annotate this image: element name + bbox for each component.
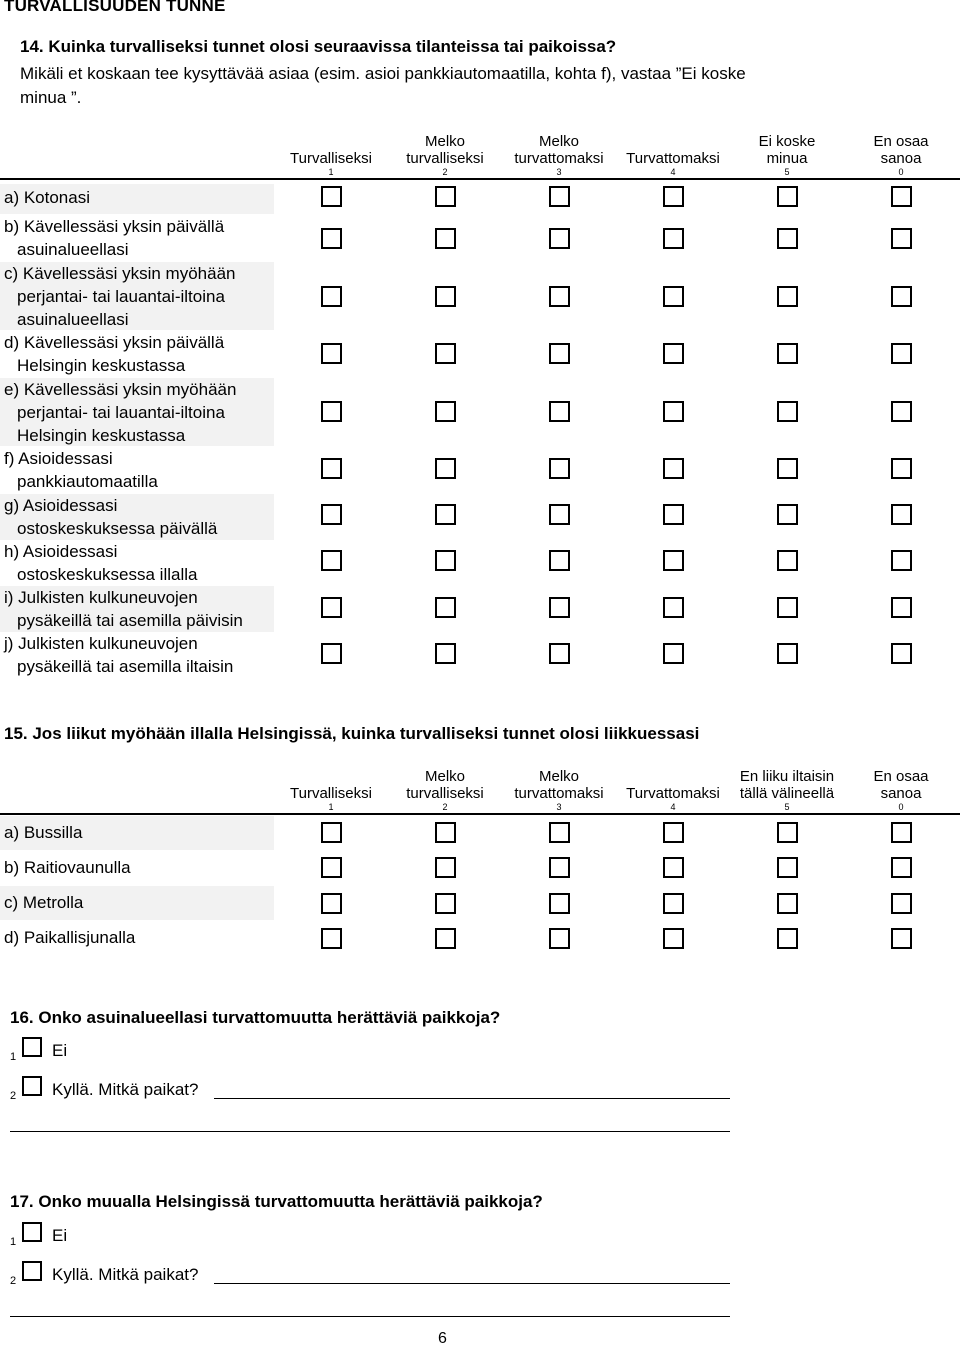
q14-answer-checkbox[interactable] <box>321 458 342 479</box>
q14-row-label-line: j) Julkisten kulkuneuvojen <box>4 634 198 653</box>
q14-answer-checkbox[interactable] <box>549 228 570 249</box>
q17-option-checkbox[interactable] <box>22 1261 42 1281</box>
q14-col-4-line2: Turvattomaksi <box>626 150 720 167</box>
q14-answer-checkbox[interactable] <box>549 401 570 422</box>
q14-answer-checkbox[interactable] <box>321 504 342 525</box>
q14-col-5-code: 5 <box>784 167 790 177</box>
q14-answer-checkbox[interactable] <box>663 186 684 207</box>
q14-row-label <box>0 215 274 261</box>
q14-answer-checkbox[interactable] <box>777 643 798 664</box>
q15-answer-checkbox[interactable] <box>777 857 798 878</box>
q14-col-3-line1: Melko <box>538 133 579 150</box>
q16-title: 16. Onko asuinalueellasi turvattomuutta herättäviä paikkoja? <box>10 1008 501 1027</box>
q14-answer-checkbox[interactable] <box>777 458 798 479</box>
q14-row-label-line: asuinalueellasi <box>17 240 129 259</box>
q15-row-label <box>0 921 274 955</box>
q14-answer-checkbox[interactable] <box>549 186 570 207</box>
q14-row-label-line: Helsingin keskustassa <box>17 426 186 445</box>
q17-option-code: 2 <box>10 1275 17 1287</box>
q17-answer-line-2[interactable] <box>10 1316 730 1317</box>
q14-col-3-code: 3 <box>556 167 562 177</box>
q14-answer-checkbox[interactable] <box>549 458 570 479</box>
q14-answer-checkbox[interactable] <box>435 286 456 307</box>
q14-answer-checkbox[interactable] <box>891 597 912 618</box>
q15-answer-checkbox[interactable] <box>663 928 684 949</box>
q14-row-label-line: Helsingin keskustassa <box>17 356 186 375</box>
q14-answer-checkbox[interactable] <box>663 401 684 422</box>
q14-answer-checkbox[interactable] <box>321 550 342 571</box>
q14-col-6-code: 0 <box>898 167 904 177</box>
q15-answer-checkbox[interactable] <box>777 928 798 949</box>
q14-answer-checkbox[interactable] <box>777 401 798 422</box>
q14-col-5-line2: minua <box>766 150 808 167</box>
q15-answer-checkbox[interactable] <box>663 857 684 878</box>
q15-answer-checkbox[interactable] <box>435 893 456 914</box>
q16-option-code: 2 <box>10 1090 17 1102</box>
q14-answer-checkbox[interactable] <box>435 458 456 479</box>
q14-answer-checkbox[interactable] <box>663 597 684 618</box>
q15-answer-checkbox[interactable] <box>549 822 570 843</box>
q14-answer-checkbox[interactable] <box>549 286 570 307</box>
q16-option-code: 1 <box>10 1051 17 1063</box>
q17-option-label: Kyllä. Mitkä paikat? <box>52 1265 199 1284</box>
q14-answer-checkbox[interactable] <box>891 186 912 207</box>
q14-row-label-line: d) Kävellessäsi yksin päivällä <box>4 333 225 352</box>
q14-answer-checkbox[interactable] <box>549 550 570 571</box>
q14-row-label-line: perjantai- tai lauantai-iltoina <box>17 287 225 306</box>
q14-answer-checkbox[interactable] <box>891 286 912 307</box>
q14-answer-checkbox[interactable] <box>321 401 342 422</box>
q14-answer-checkbox[interactable] <box>321 597 342 618</box>
q14-row-label <box>0 632 274 678</box>
q15-answer-checkbox[interactable] <box>321 928 342 949</box>
q16-option-checkbox[interactable] <box>22 1037 42 1057</box>
q15-col-6-line1: En osaa <box>873 768 929 785</box>
q14-row-label <box>0 540 274 586</box>
q14-answer-checkbox[interactable] <box>891 550 912 571</box>
q14-row-label <box>0 447 274 493</box>
q15-answer-checkbox[interactable] <box>891 893 912 914</box>
page-number: 6 <box>438 1330 447 1347</box>
q14-row-label <box>0 378 274 446</box>
q14-answer-checkbox[interactable] <box>435 343 456 364</box>
q15-answer-checkbox[interactable] <box>435 857 456 878</box>
q15-answer-checkbox[interactable] <box>663 893 684 914</box>
q17-answer-line-1[interactable] <box>214 1283 730 1284</box>
q14-col-3-line2: turvattomaksi <box>514 150 604 167</box>
q14-row-label <box>0 586 274 632</box>
q14-row-label-line: g) Asioidessasi <box>4 496 118 515</box>
q14-answer-checkbox[interactable] <box>891 343 912 364</box>
q14-col-2-line1: Melko <box>424 133 465 150</box>
q14-row-label <box>0 184 274 214</box>
q14-answer-checkbox[interactable] <box>663 550 684 571</box>
q14-answer-checkbox[interactable] <box>891 504 912 525</box>
q14-answer-checkbox[interactable] <box>777 343 798 364</box>
q16-option-label: Kyllä. Mitkä paikat? <box>52 1080 199 1099</box>
q14-answer-checkbox[interactable] <box>777 597 798 618</box>
q14-title: 14. Kuinka turvalliseksi tunnet olosi seuraavissa tilanteissa tai paikoissa? <box>20 37 617 56</box>
q17-title: 17. Onko muualla Helsingissä turvattomuutta herättäviä paikkoja? <box>10 1192 543 1211</box>
q14-answer-checkbox[interactable] <box>435 504 456 525</box>
q14-answer-checkbox[interactable] <box>435 550 456 571</box>
q15-col-5-code: 5 <box>784 802 790 812</box>
q15-col-5-line2: tällä välineellä <box>739 785 835 802</box>
q14-answer-checkbox[interactable] <box>435 401 456 422</box>
q14-answer-checkbox[interactable] <box>777 550 798 571</box>
q15-answer-checkbox[interactable] <box>777 822 798 843</box>
q15-answer-checkbox[interactable] <box>321 893 342 914</box>
q14-row-label-line: i) Julkisten kulkuneuvojen <box>4 588 198 607</box>
section-title: TURVALLISUUDEN TUNNE <box>4 0 226 15</box>
q15-answer-checkbox[interactable] <box>891 822 912 843</box>
q14-col-1-code: 1 <box>328 167 334 177</box>
q14-note-line2: minua ”. <box>20 88 82 107</box>
q14-row-label-line: perjantai- tai lauantai-iltoina <box>17 403 225 422</box>
q14-answer-checkbox[interactable] <box>435 228 456 249</box>
q15-col-3-line1: Melko <box>538 768 579 785</box>
q14-col-4-code: 4 <box>670 167 676 177</box>
q15-row-label-line: d) Paikallisjunalla <box>4 928 136 947</box>
q15-col-3-code: 3 <box>556 802 562 812</box>
q14-col-6-line1: En osaa <box>873 133 929 150</box>
q14-answer-checkbox[interactable] <box>435 643 456 664</box>
q15-answer-checkbox[interactable] <box>549 857 570 878</box>
q15-answer-checkbox[interactable] <box>663 822 684 843</box>
q14-row-label-line: pysäkeillä tai asemilla iltaisin <box>17 657 234 676</box>
q15-answer-checkbox[interactable] <box>321 857 342 878</box>
q14-answer-checkbox[interactable] <box>891 228 912 249</box>
q14-col-2-code: 2 <box>442 167 448 177</box>
q15-row-label <box>0 886 274 920</box>
q14-answer-checkbox[interactable] <box>549 643 570 664</box>
q15-row-label-line: b) Raitiovaunulla <box>4 858 131 877</box>
q14-col-6-line2: sanoa <box>880 150 922 167</box>
q14-answer-checkbox[interactable] <box>777 228 798 249</box>
q14-row-label-line: h) Asioidessasi <box>4 542 118 561</box>
q14-answer-checkbox[interactable] <box>549 504 570 525</box>
q15-answer-checkbox[interactable] <box>321 822 342 843</box>
q17-option-checkbox[interactable] <box>22 1222 42 1242</box>
q14-row-label-line: c) Kävellessäsi yksin myöhään <box>4 264 236 283</box>
q14-answer-checkbox[interactable] <box>891 643 912 664</box>
q15-answer-checkbox[interactable] <box>777 893 798 914</box>
q14-answer-checkbox[interactable] <box>435 597 456 618</box>
q15-answer-checkbox[interactable] <box>549 893 570 914</box>
q15-header-rule <box>0 813 960 815</box>
q15-col-5-line1: En liiku iltaisin <box>739 768 835 785</box>
q14-answer-checkbox[interactable] <box>435 186 456 207</box>
q14-row-label-line: a) Kotonasi <box>4 188 90 207</box>
q16-answer-line-1[interactable] <box>214 1098 730 1099</box>
q14-answer-checkbox[interactable] <box>891 401 912 422</box>
q15-answer-checkbox[interactable] <box>891 857 912 878</box>
q15-col-1-line2: Turvalliseksi <box>290 785 372 802</box>
q15-answer-checkbox[interactable] <box>549 928 570 949</box>
q14-row-label-line: f) Asioidessasi <box>4 449 113 468</box>
q16-option-checkbox[interactable] <box>22 1076 42 1096</box>
q14-answer-checkbox[interactable] <box>321 228 342 249</box>
q14-answer-checkbox[interactable] <box>777 504 798 525</box>
q15-answer-checkbox[interactable] <box>435 822 456 843</box>
q15-row-label-line: a) Bussilla <box>4 823 83 842</box>
q15-answer-checkbox[interactable] <box>891 928 912 949</box>
q16-option-label: Ei <box>52 1041 68 1060</box>
q14-answer-checkbox[interactable] <box>549 597 570 618</box>
q15-col-2-line2: turvalliseksi <box>406 785 484 802</box>
q14-row-label-line: ostoskeskuksessa päivällä <box>17 519 218 538</box>
q14-row-label-line: asuinalueellasi <box>17 310 129 329</box>
q14-row-label-line: b) Kävellessäsi yksin päivällä <box>4 217 225 236</box>
q14-row-label-line: e) Kävellessäsi yksin myöhään <box>4 380 237 399</box>
q14-row-label-line: pankkiautomaatilla <box>17 472 158 491</box>
q15-col-2-line1: Melko <box>424 768 465 785</box>
q14-answer-checkbox[interactable] <box>549 343 570 364</box>
q14-answer-checkbox[interactable] <box>321 643 342 664</box>
q14-answer-checkbox[interactable] <box>663 228 684 249</box>
q15-col-4-line2: Turvattomaksi <box>626 785 720 802</box>
q15-col-3-line2: turvattomaksi <box>514 785 604 802</box>
q14-col-5-line1: Ei koske <box>758 133 816 150</box>
q15-title: 15. Jos liikut myöhään illalla Helsingissä, kuinka turvalliseksi tunnet olosi liikkuessasi <box>4 724 700 743</box>
q14-col-1-line2: Turvalliseksi <box>290 150 372 167</box>
q15-answer-checkbox[interactable] <box>435 928 456 949</box>
q14-row-label-line: ostoskeskuksessa illalla <box>17 565 198 584</box>
q17-option-code: 1 <box>10 1236 17 1248</box>
q14-answer-checkbox[interactable] <box>321 343 342 364</box>
q14-row-label <box>0 262 274 330</box>
q14-header-rule <box>0 178 960 180</box>
q17-option-label: Ei <box>52 1226 68 1245</box>
q14-answer-checkbox[interactable] <box>663 286 684 307</box>
q15-row-label-line: c) Metrolla <box>4 893 84 912</box>
q14-row-label-line: pysäkeillä tai asemilla päivisin <box>17 611 243 630</box>
q15-col-6-code: 0 <box>898 802 904 812</box>
q15-row-label <box>0 851 274 885</box>
q14-answer-checkbox[interactable] <box>663 343 684 364</box>
q15-col-6-line2: sanoa <box>880 785 922 802</box>
q15-row-label <box>0 816 274 850</box>
q14-answer-checkbox[interactable] <box>663 458 684 479</box>
q14-answer-checkbox[interactable] <box>663 643 684 664</box>
q14-row-label <box>0 331 274 377</box>
q15-col-1-code: 1 <box>328 802 334 812</box>
q14-answer-checkbox[interactable] <box>777 186 798 207</box>
q15-col-4-code: 4 <box>670 802 676 812</box>
q14-col-2-line2: turvalliseksi <box>406 150 484 167</box>
q14-answer-checkbox[interactable] <box>663 504 684 525</box>
q14-answer-checkbox[interactable] <box>777 286 798 307</box>
q14-answer-checkbox[interactable] <box>321 186 342 207</box>
q14-answer-checkbox[interactable] <box>321 286 342 307</box>
q14-note-line1: Mikäli et koskaan tee kysyttävää asiaa (esim. asioi pankkiautomaatilla, kohta f), vastaa ”Ei koske <box>20 64 746 83</box>
q14-row-label <box>0 494 274 540</box>
q14-answer-checkbox[interactable] <box>891 458 912 479</box>
q15-col-2-code: 2 <box>442 802 448 812</box>
q16-answer-line-2[interactable] <box>10 1131 730 1132</box>
